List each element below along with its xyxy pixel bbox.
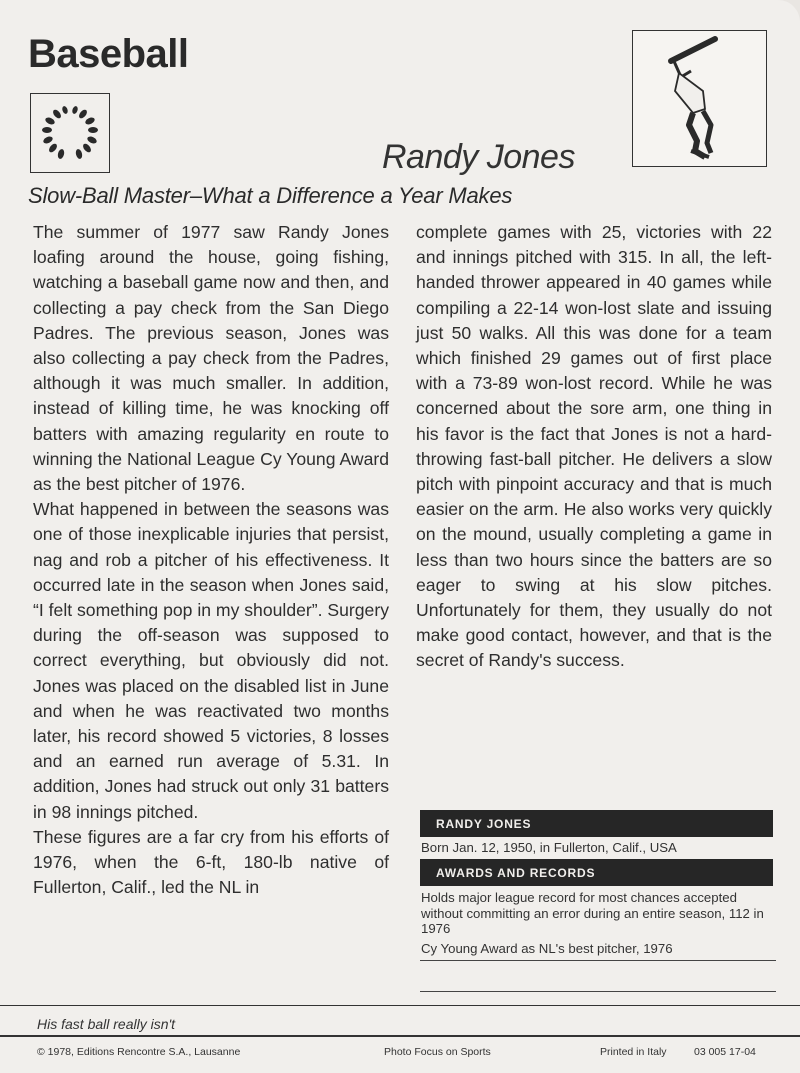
batter-figure-icon — [653, 33, 748, 163]
copyright-text: © 1978, Editions Rencontre S.A., Lausanne — [37, 1046, 241, 1058]
birth-info: Born Jan. 12, 1950, in Fullerton, Calif., USA — [421, 840, 677, 855]
emblem-box — [30, 93, 110, 173]
bio-name-bar: RANDY JONES — [420, 810, 773, 837]
laurel-wreath-icon — [37, 100, 103, 166]
photo-caption: His fast ball really isn't — [37, 1016, 176, 1032]
paragraph: complete games with 25, victories with 22 and innings pitched with 315. In all, the left-handed thrower appeared in 40 games while compiling a 22-14 won-lost slate and issuing just 50 walks. All this was done for a team which finished 29 games out of first place with a 73-89 won-lost record. While he was concerned about the sore arm, one thing in his favor is the fact that Jones is not a hard-throwing fast-ball pitcher. He delivers a slow pitch with pinpoint accuracy and that is much easier on the arm. He also works very quickly on the mound, usually completing a game in less than two hours since the batters are so eager to swing at his slow pitches. Unfortunately for them, they usually do not make good contact, however, and that is the secret of Randy's success. — [416, 222, 772, 671]
awards-header-bar: AWARDS AND RECORDS — [420, 859, 773, 886]
player-name: Randy Jones — [382, 138, 575, 176]
photo-credit: Photo Focus on Sports — [384, 1046, 491, 1058]
article-subtitle: Slow-Ball Master–What a Difference a Year Makes — [28, 183, 513, 208]
batter-illustration-box — [632, 30, 767, 167]
award-cy-young: Cy Young Award as NL's best pitcher, 1976 — [421, 941, 673, 956]
article-column-left — [33, 220, 389, 900]
article-column-right — [416, 220, 772, 674]
category-title: Baseball — [28, 32, 189, 76]
paragraph: The summer of 1977 saw Randy Jones loafing around the house, going fishing, watching a baseball game now and then, and collecting a pay check from the San Diego Padres. The previous season, Jones was also collecting a pay check from the Padres, although it was much smaller. In addition, instead of killing time, he was knocking off batters with amazing regularity en route to winning the National League Cy Young Award as the best pitcher of 1976. — [33, 222, 389, 495]
award-record: Holds major league record for most chances accepted without committing an error during an entire season, 112 in 1976 — [421, 890, 764, 936]
footer-divider — [0, 1035, 800, 1037]
divider — [420, 991, 776, 992]
printed-in: Printed in Italy — [600, 1046, 667, 1058]
divider — [420, 960, 776, 961]
paragraph: These figures are a far cry from his efforts of 1976, when the 6-ft, 180-lb native of Fullerton, Calif., led the NL in — [33, 826, 389, 898]
card-code: 03 005 17-04 — [694, 1046, 756, 1058]
paragraph: What happened in between the seasons was one of those inexplicable injuries that persist, nag and rob a pitcher of his effectiveness. It occurred late in the season when Jones said, “I felt something pop in my shoulder”. Surgery during the off-season was supposed to correct everything, but obviously did not. Jones was placed on the disabled list in June and when he was reactivated two months later, his record showed 5 victories, 8 losses and an earned run average of 5.31. In addition, Jones had struck out only 31 batters in 98 innings pitched. — [33, 499, 389, 822]
caption-divider — [0, 1005, 800, 1006]
